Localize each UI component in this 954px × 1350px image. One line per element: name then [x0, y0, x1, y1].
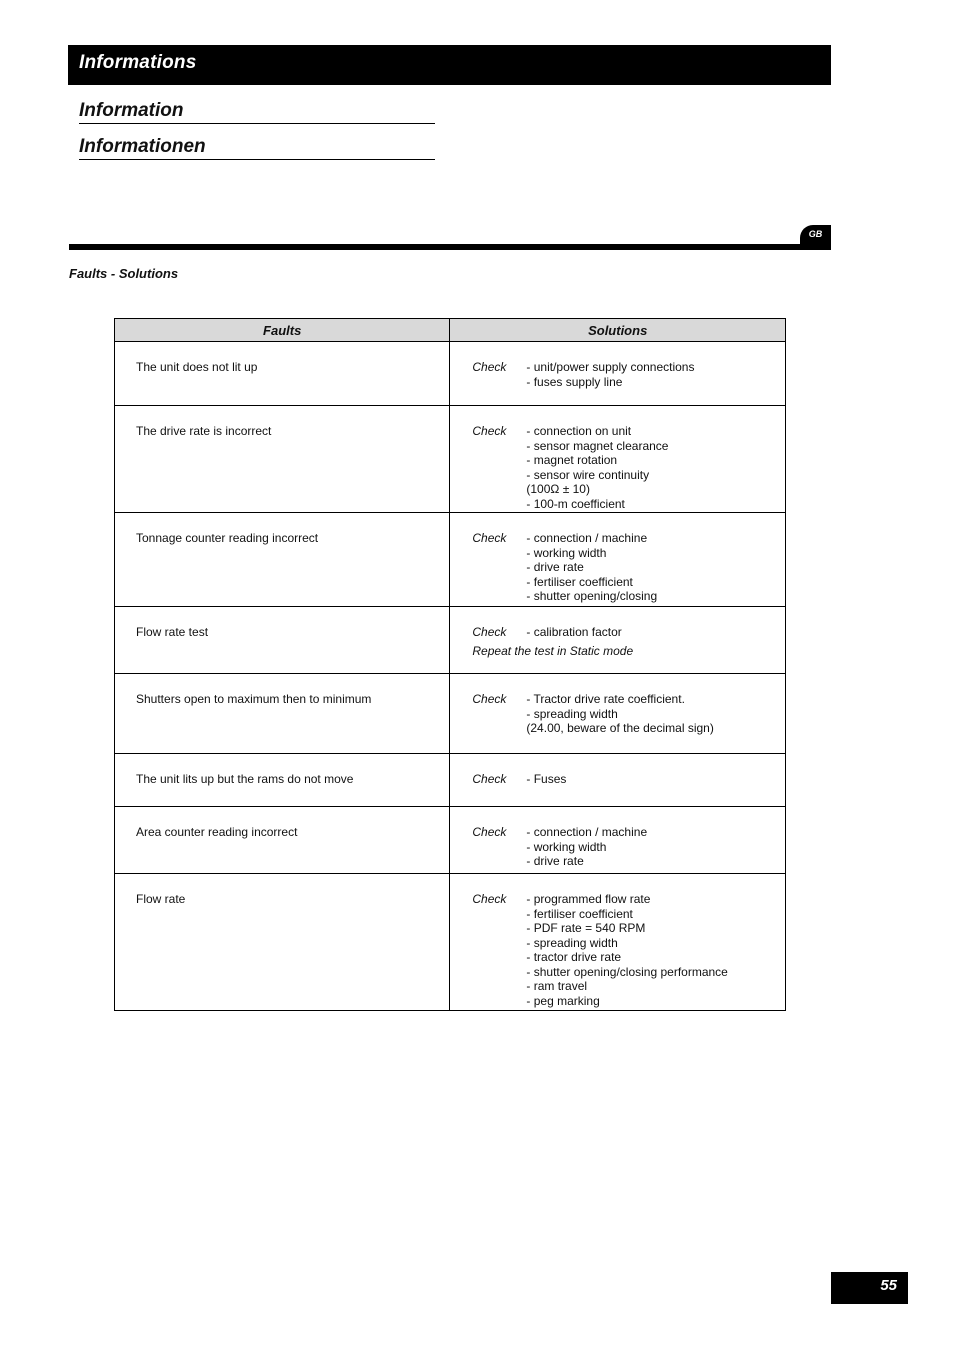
table-row — [115, 406, 786, 513]
solution-item: - unit/power supply connections — [526, 360, 695, 374]
fault-cell — [115, 342, 450, 406]
table-row — [115, 342, 786, 406]
page-title: Informations — [79, 52, 197, 73]
solution-item: - programmed flow rate — [526, 892, 651, 906]
fault-cell — [115, 674, 450, 754]
solution-cell — [450, 513, 786, 607]
check-label: Check — [472, 360, 507, 374]
column-header-faults: Faults — [115, 319, 450, 342]
column-header-solutions: Solutions — [450, 319, 786, 342]
solution-items — [526, 892, 727, 1008]
solution-cell — [450, 674, 786, 754]
solution-item: - Tractor drive rate coefficient. — [526, 692, 685, 706]
check-label: Check — [472, 825, 507, 839]
solution-item: (100Ω ± 10) — [526, 482, 590, 496]
solution-item: - tractor drive rate — [526, 950, 622, 964]
solution-cell — [450, 874, 786, 1011]
subtitle-english: Information — [79, 100, 435, 124]
header-bar — [68, 45, 831, 85]
fault-text: Shutters open to maximum then to minimum — [136, 692, 372, 706]
check-label: Check — [472, 424, 507, 438]
table-header-row — [115, 319, 786, 342]
solution-item: - shutter opening/closing performance — [526, 964, 728, 979]
solution-items — [526, 424, 668, 511]
fault-text: Flow rate test — [136, 625, 209, 639]
solution-item: - drive rate — [526, 560, 584, 574]
fault-text: Flow rate — [136, 892, 186, 906]
solution-cell — [450, 754, 786, 807]
table-row — [115, 807, 786, 874]
solution-item: - ram travel — [526, 979, 588, 993]
solution-item: - fertiliser coefficient — [526, 574, 633, 589]
solution-item: - drive rate — [526, 854, 584, 868]
solution-items — [526, 360, 694, 389]
solution-cell — [450, 406, 786, 513]
subtitle-german: Informationen — [79, 136, 435, 160]
page-number: 55 — [831, 1272, 908, 1304]
solution-cell — [450, 607, 786, 674]
solution-item: - spreading width — [526, 706, 618, 721]
solution-item: - spreading width — [526, 935, 618, 950]
check-label: Check — [472, 692, 507, 706]
fault-cell — [115, 754, 450, 807]
solution-item: - connection / machine — [526, 531, 648, 545]
fault-cell — [115, 874, 450, 1011]
fault-cell — [115, 807, 450, 874]
solution-item: - 100-m coefficient — [526, 496, 625, 511]
check-label: Check — [472, 531, 507, 545]
solution-item: - calibration factor — [526, 625, 622, 639]
fault-text: The unit lits up but the rams do not move — [136, 772, 354, 786]
section-title: Faults - Solutions — [69, 266, 179, 281]
solution-items — [526, 825, 647, 869]
section-divider — [69, 244, 831, 250]
solution-item: - Fuses — [526, 772, 567, 786]
solution-item: - shutter opening/closing — [526, 589, 658, 603]
table-row — [115, 513, 786, 607]
fault-text: Tonnage counter reading incorrect — [136, 531, 319, 545]
fault-cell — [115, 607, 450, 674]
solution-item: - sensor magnet clearance — [526, 438, 669, 453]
table-row — [115, 674, 786, 754]
faults-solutions-table — [114, 318, 786, 1011]
language-badge: GB — [800, 225, 831, 250]
fault-cell — [115, 406, 450, 513]
solution-item: - magnet rotation — [526, 453, 618, 467]
solution-item: - peg marking — [526, 993, 600, 1008]
solution-cell — [450, 342, 786, 406]
solution-item: - fuses supply line — [526, 374, 623, 389]
fault-text: Area counter reading incorrect — [136, 825, 298, 839]
solution-item: (24.00, beware of the decimal sign) — [526, 721, 714, 735]
solution-note: Repeat the test in Static mode — [472, 643, 634, 658]
solution-item: - connection / machine — [526, 825, 648, 839]
check-label: Check — [472, 892, 507, 906]
solution-items — [526, 625, 621, 640]
check-label: Check — [472, 772, 507, 786]
table-row — [115, 874, 786, 1011]
solution-item: - working width — [526, 839, 607, 854]
solution-items — [526, 772, 566, 787]
solution-items — [526, 531, 657, 604]
solution-item: - connection on unit — [526, 424, 632, 438]
solution-cell — [450, 807, 786, 874]
table-row — [115, 607, 786, 674]
check-label: Check — [472, 625, 507, 639]
solution-item: - PDF rate = 540 RPM — [526, 921, 646, 935]
fault-text: The unit does not lit up — [136, 360, 258, 374]
table-row — [115, 754, 786, 807]
solution-item: - working width — [526, 545, 607, 560]
fault-text: The drive rate is incorrect — [136, 424, 272, 438]
fault-cell — [115, 513, 450, 607]
solution-item: - sensor wire continuity — [526, 467, 650, 482]
solution-item: - fertiliser coefficient — [526, 906, 633, 921]
solution-items — [526, 692, 713, 736]
